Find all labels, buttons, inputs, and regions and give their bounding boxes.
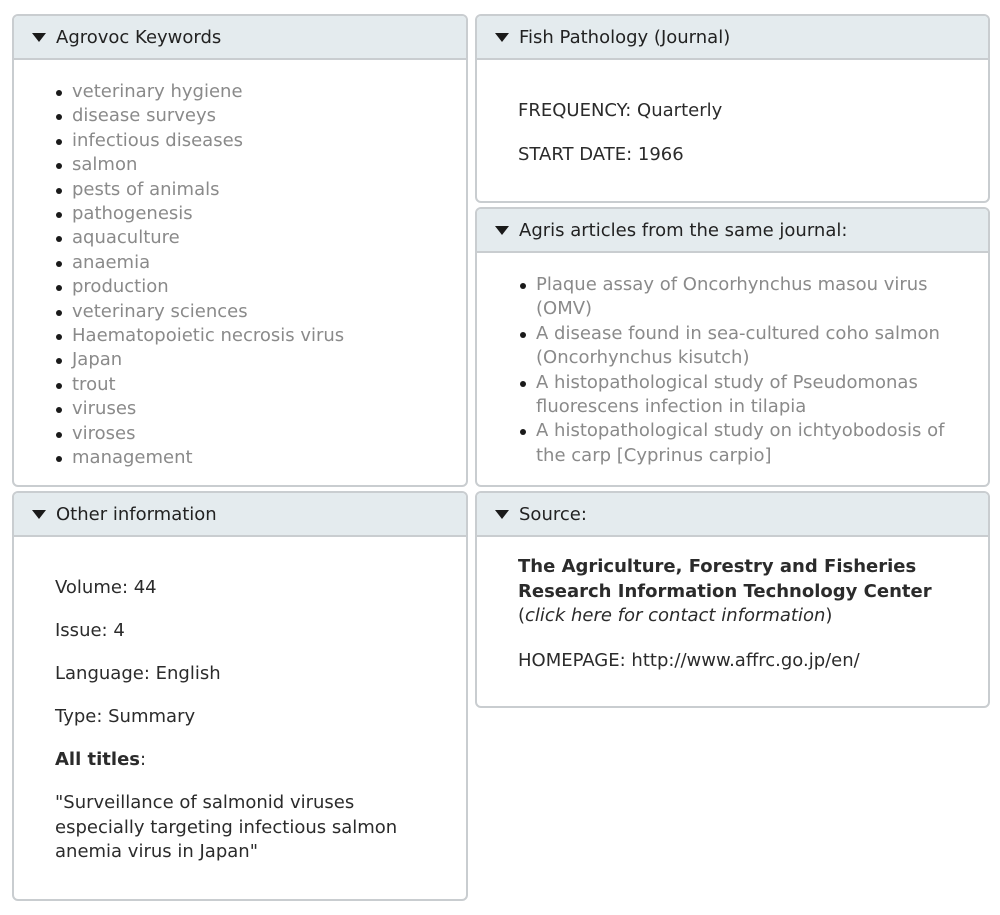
list-item xyxy=(54,178,454,202)
collapse-triangle-icon xyxy=(32,33,46,42)
list-item xyxy=(54,324,454,348)
article-link[interactable]: Plaque assay of Oncorhynchus masou virus (OMV) xyxy=(536,274,928,320)
list-item xyxy=(54,300,454,324)
keyword-link[interactable]: anaemia xyxy=(72,251,151,273)
source-panel xyxy=(475,491,990,708)
keyword-link[interactable]: Haematopoietic necrosis virus xyxy=(72,325,345,347)
contact-row xyxy=(518,604,832,629)
agrovoc-keywords-header[interactable] xyxy=(14,16,466,60)
agrovoc-keywords-panel xyxy=(12,14,468,487)
issue-value: Issue: 4 xyxy=(55,620,125,641)
keyword-link[interactable]: viruses xyxy=(72,398,137,420)
keyword-link[interactable]: production xyxy=(72,276,169,298)
collapse-triangle-icon xyxy=(495,226,509,235)
keyword-link[interactable]: salmon xyxy=(72,154,138,176)
keyword-list xyxy=(54,80,454,471)
collapse-triangle-icon xyxy=(32,510,46,519)
keyword-link[interactable]: management xyxy=(72,447,193,469)
keyword-link[interactable]: trout xyxy=(72,373,116,395)
all-titles-label-row xyxy=(55,749,146,770)
list-item xyxy=(54,397,454,421)
keyword-link[interactable]: pathogenesis xyxy=(72,203,193,225)
keyword-link[interactable]: veterinary sciences xyxy=(72,300,248,322)
collapse-triangle-icon xyxy=(495,510,509,519)
contact-information-link[interactable]: click here for contact information xyxy=(525,605,826,626)
list-item xyxy=(54,80,454,104)
list-item xyxy=(54,153,454,177)
all-titles-label: All titles xyxy=(55,749,141,770)
panel-title: Other information xyxy=(56,503,217,525)
volume-value: Volume: 44 xyxy=(55,577,157,598)
panel-title: Fish Pathology (Journal) xyxy=(519,26,731,48)
keyword-link[interactable]: disease surveys xyxy=(72,105,217,127)
other-information-panel xyxy=(12,491,468,901)
list-item xyxy=(518,419,958,468)
panel-title: Source: xyxy=(519,503,587,525)
language-value: Language: English xyxy=(55,663,221,684)
list-item xyxy=(54,226,454,250)
keyword-link[interactable]: Japan xyxy=(72,349,123,371)
list-item xyxy=(54,422,454,446)
all-titles-value: "Surveillance of salmonid viruses especially targeting infectious salmon anemia virus in Japan" xyxy=(55,792,398,862)
keyword-link[interactable]: infectious diseases xyxy=(72,129,244,151)
keyword-link[interactable]: veterinary hygiene xyxy=(72,81,243,102)
list-item xyxy=(518,273,958,322)
source-header[interactable] xyxy=(477,493,988,537)
journal-frequency: FREQUENCY: Quarterly xyxy=(518,100,723,121)
source-organization: The Agriculture, Forestry and Fisheries Research Information Technology Center xyxy=(518,556,932,602)
list-item xyxy=(54,446,454,470)
paren-close: ) xyxy=(825,605,833,626)
panel-title: Agrovoc Keywords xyxy=(56,26,222,48)
source-homepage: HOMEPAGE: http://www.affrc.go.jp/en/ xyxy=(518,650,860,671)
list-item xyxy=(54,129,454,153)
list-item xyxy=(518,322,958,371)
list-item xyxy=(54,348,454,372)
journal-panel xyxy=(475,14,990,203)
list-item xyxy=(54,251,454,275)
keyword-link[interactable]: aquaculture xyxy=(72,227,180,249)
other-information-header[interactable] xyxy=(14,493,466,537)
journal-start-date: START DATE: 1966 xyxy=(518,144,684,165)
paren-open: ( xyxy=(518,605,526,626)
journal-header[interactable] xyxy=(477,16,988,60)
list-item xyxy=(54,275,454,299)
agris-articles-header[interactable] xyxy=(477,209,988,253)
article-link[interactable]: A histopathological study of Pseudomonas fluorescens infection in tilapia xyxy=(536,371,918,418)
article-link[interactable]: A histopathological study on ichtyobodosis of the carp [Cyprinus carpio] xyxy=(536,420,945,466)
list-item xyxy=(54,373,454,397)
collapse-triangle-icon xyxy=(495,33,509,42)
list-item xyxy=(54,202,454,226)
list-item xyxy=(54,104,454,128)
list-item xyxy=(518,371,958,420)
panel-title: Agris articles from the same journal: xyxy=(519,219,848,241)
keyword-link[interactable]: pests of animals xyxy=(72,178,220,200)
article-link[interactable]: A disease found in sea-cultured coho salmon (Oncorhynchus kisutch) xyxy=(536,322,940,369)
article-list xyxy=(518,273,958,468)
agris-articles-panel xyxy=(475,207,990,487)
all-titles-colon: : xyxy=(140,749,147,770)
type-value: Type: Summary xyxy=(55,706,196,727)
keyword-link[interactable]: viroses xyxy=(72,422,136,444)
